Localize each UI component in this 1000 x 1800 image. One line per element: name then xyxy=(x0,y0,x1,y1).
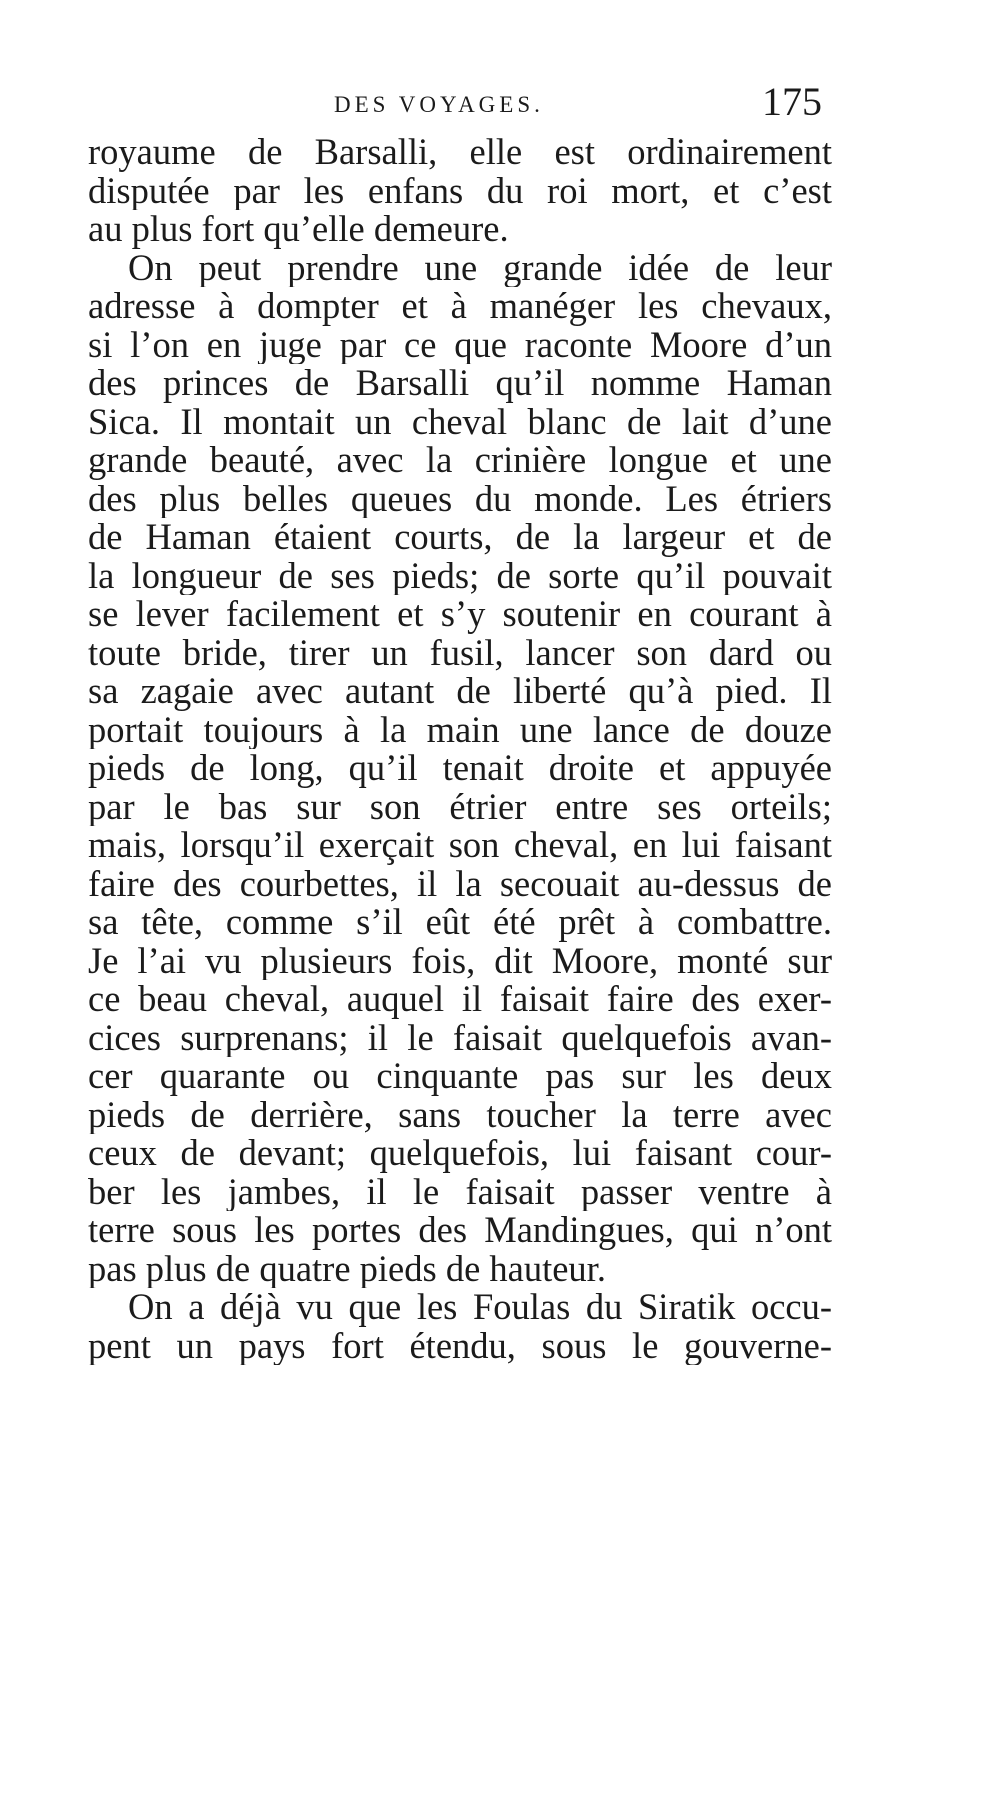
text-line: de Haman étaient courts, de la largeur et de xyxy=(88,518,832,557)
text-line: sa zagaie avec autant de liberté qu’à pied. Il xyxy=(88,672,832,711)
text-line: ceux de devant; quelquefois, lui faisant cour- xyxy=(88,1134,832,1173)
text-line: disputée par les enfans du roi mort, et c’est xyxy=(88,171,832,210)
text-line: au plus fort qu’elle demeure. xyxy=(88,210,509,249)
body-text xyxy=(88,133,832,1365)
text-line: mais, lorsqu’il exerçait son cheval, en lui faisant xyxy=(88,826,832,865)
text-line: par le bas sur son étrier entre ses orteils; xyxy=(88,787,832,826)
text-line: terre sous les portes des Mandingues, qui n’ont xyxy=(88,1211,832,1250)
text-line: toute bride, tirer un fusil, lancer son dard ou xyxy=(88,633,832,672)
text-line: ber les jambes, il le faisait passer ventre à xyxy=(88,1172,832,1211)
text-line: ce beau cheval, auquel il faisait faire des exer- xyxy=(88,980,832,1019)
text-line: portait toujours à la main une lance de douze xyxy=(88,710,832,749)
running-title: DES VOYAGES. xyxy=(334,92,544,117)
text-line: cices surprenans; il le faisait quelquefois avan- xyxy=(88,1018,832,1057)
text-line: grande beauté, avec la crinière longue et une xyxy=(88,441,832,480)
text-line: On peut prendre une grande idée de leur xyxy=(128,248,832,287)
text-line: si l’on en juge par ce que raconte Moore d’un xyxy=(88,325,832,364)
text-line: la longueur de ses pieds; de sorte qu’il pouvait xyxy=(88,556,832,595)
text-line: pieds de long, qu’il tenait droite et appuyée xyxy=(88,749,832,788)
text-line: pieds de derrière, sans toucher la terre avec xyxy=(88,1095,832,1134)
text-line: On a déjà vu que les Foulas du Siratik occu- xyxy=(128,1288,832,1327)
text-line: des plus belles queues du monde. Les étriers xyxy=(88,479,832,518)
text-line: royaume de Barsalli, elle est ordinairement xyxy=(88,133,832,172)
text-line: sa tête, comme s’il eût été prêt à combattre. xyxy=(88,903,832,942)
text-line: adresse à dompter et à manéger les chevaux, xyxy=(88,287,832,326)
text-line: des princes de Barsalli qu’il nomme Haman xyxy=(88,364,832,403)
text-line: se lever facilement et s’y soutenir en courant à xyxy=(88,595,832,634)
text-line: pent un pays fort étendu, sous le gouverne- xyxy=(88,1326,832,1365)
text-line: Sica. Il montait un cheval blanc de lait d’une xyxy=(88,402,832,441)
text-line: pas plus de quatre pieds de hauteur. xyxy=(88,1249,606,1288)
text-line: faire des courbettes, il la secouait au-dessus de xyxy=(88,864,832,903)
page-number: 175 xyxy=(762,79,822,124)
text-line: cer quarante ou cinquante pas sur les deux xyxy=(88,1057,832,1096)
text-line: Je l’ai vu plusieurs fois, dit Moore, monté sur xyxy=(88,941,832,980)
